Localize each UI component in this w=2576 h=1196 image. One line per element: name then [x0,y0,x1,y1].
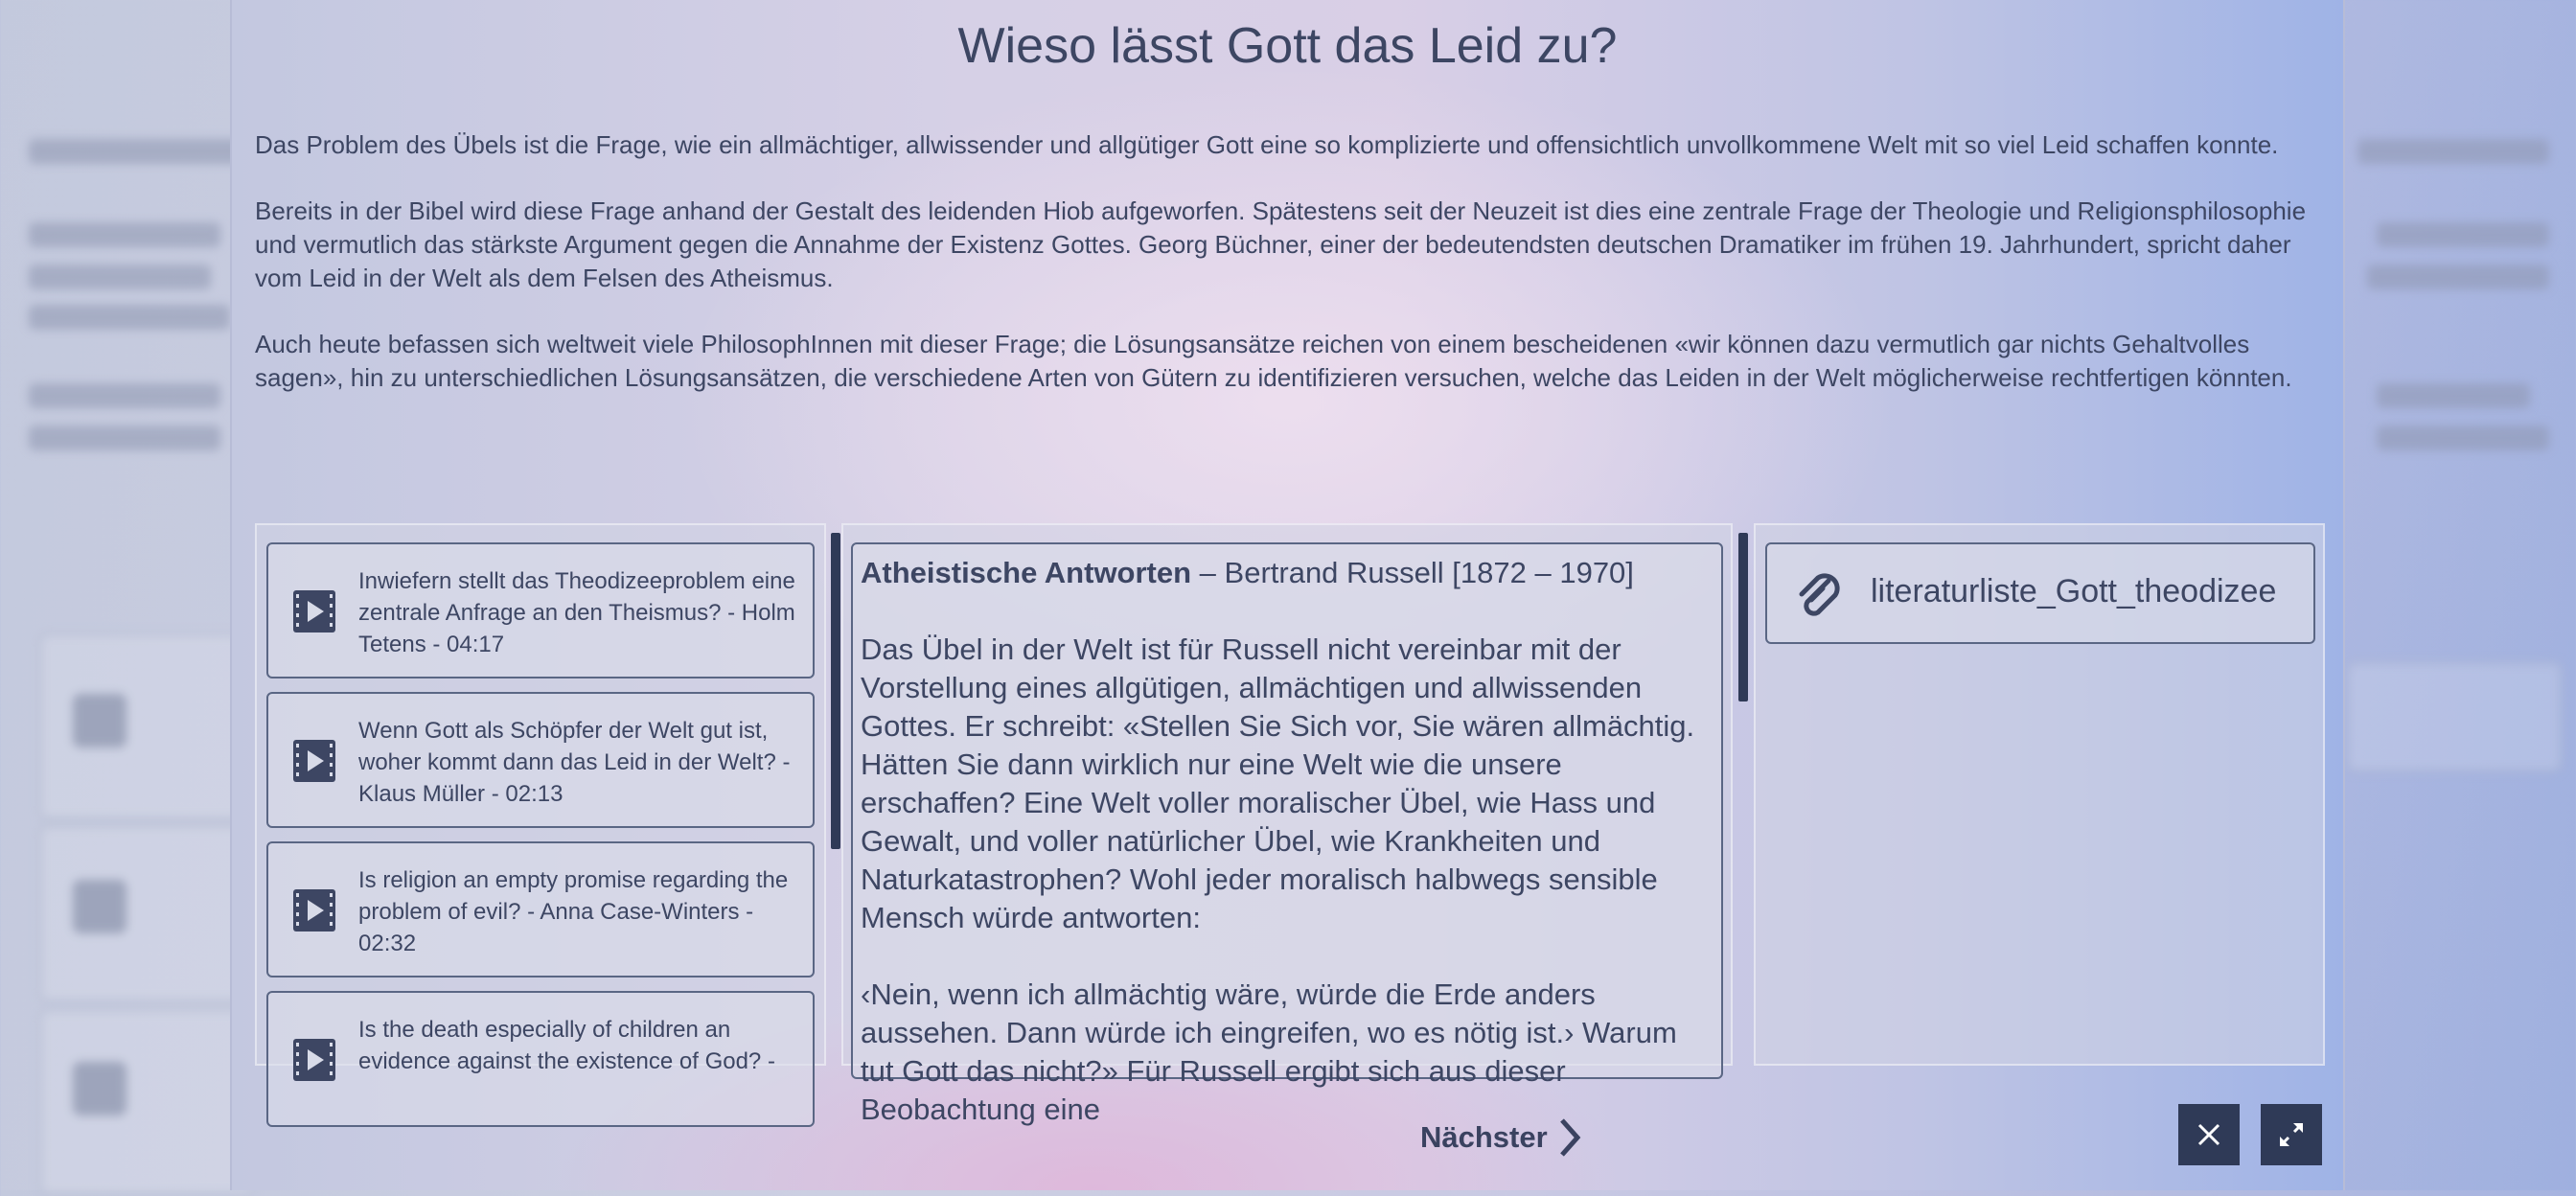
video-item[interactable] [266,692,815,828]
bg-text-line [29,305,230,330]
text-panel-scrollbar[interactable] [1738,533,1748,702]
bg-text-line [2377,426,2549,450]
theodicy-modal [230,0,2345,1190]
bg-icon [73,694,126,748]
modal-title: Wieso lässt Gott das Leid zu? [957,18,1618,74]
intro-paragraph: Das Problem des Übels ist die Frage, wie ein allmächtiger, allwissender und allgütiger Gott eine so komplizierte und offensichtlich unvollkommene Welt mit so viel Leid schaffen konnte. [255,130,2279,159]
text-heading-author: – Bertrand Russell [1872 – 1970] [1191,556,1634,589]
bg-text-line [29,383,220,408]
next-label: Nächster [1420,1120,1548,1154]
file-name: literaturliste_Gott_theodizee [1871,573,2277,610]
bg-card [38,632,255,820]
chevron-right-icon [1557,1116,1582,1159]
intro-paragraph: Bereits in der Bibel wird diese Frage anhand der Gestalt des leidenden Hiob aufgeworfen. Spätestens seit der Neuzeit ist dies eine zentrale Frage der Theologie und Religionsphilosophie und vermutlich das stärkste Argument gegen die Annahme der Existenz Gottes. Georg Büchner, einer der bedeutendsten deutschen Dramatiker im frühen 19. Jahrhundert, spricht daher vom Leid in der Welt als dem Felsen des Atheismus. [255,196,2307,292]
bg-text-line [2367,264,2549,289]
bg-card [2346,661,2563,772]
play-icon [293,889,335,932]
text-heading [861,554,1714,592]
video-title: Wenn Gott als Schöpfer der Welt gut ist, woher kommt dann das Leid in der Welt? - Klaus Müller - 02:13 [358,718,791,807]
next-button[interactable] [1420,1114,1582,1162]
bg-icon [73,1062,126,1116]
video-item[interactable] [266,841,815,978]
bg-card [38,1008,255,1196]
paperclip-icon [1790,567,1846,623]
bg-icon [73,880,126,933]
text-paragraph: ‹Nein, wenn ich allmächtig wäre, würde die Erde anders aussehen. Dann würde ich eingreifen, wo es nötig ist.› Warum tut Gott das nicht?» Für Russell ergibt sich aus dieser Beobachtung eine [861,978,1677,1126]
file-list [1754,523,2325,1066]
bg-text-line [29,222,220,247]
video-title: Is the death especially of children an evidence against the existence of God? - [358,1017,775,1074]
bg-text-line [29,139,259,164]
video-title: Is religion an empty promise regarding the problem of evil? - Anna Case-Winters - 02:32 [358,867,789,956]
bg-text-line [29,426,220,450]
expand-icon [2277,1120,2306,1149]
close-button[interactable] [2178,1104,2240,1165]
video-list-scrollbar[interactable] [831,533,840,849]
play-icon [293,590,335,632]
text-card [851,542,1723,1126]
text-panel [841,523,1733,1126]
bg-text-line [29,264,211,289]
video-item[interactable] [266,542,815,678]
video-list [255,523,826,1074]
close-icon [2196,1122,2221,1147]
file-item[interactable] [1765,542,2315,644]
play-icon [293,740,335,782]
play-icon [293,1039,335,1081]
video-title: Inwiefern stellt das Theodizeeproblem eine zentrale Anfrage an den Theismus? - Holm Tetens - 04:17 [358,568,795,657]
text-paragraph: Das Übel in der Welt ist für Russell nicht vereinbar mit der Vorstellung eines allgütigen, allmächtigen und allwissenden Gottes. Er schreibt: «Stellen Sie Sich vor, Sie wären allmächtig. Hätten Sie dann wirklich nur eine Welt wie die unsere erschaffen? Eine Welt voller moralischer Übel, wie Hass und Gewalt, und voller natürlicher Übel, wie Krankheiten und Naturkatastrophen? Wohl jeder moralisch halbwegs sensible Mensch würde antworten: [861,632,1695,934]
fullscreen-button[interactable] [2261,1104,2322,1165]
text-heading-title: Atheistische Antworten [861,556,1192,589]
intro-paragraph: Auch heute befassen sich weltweit viele PhilosophInnen mit dieser Frage; die Lösungsansätze reichen von einem bescheidenen «wir können dazu vermutlich gar nichts Gehaltvolles sagen», hin zu unterschiedlichen Lösungsansätzen, die verschiedene Arten von Gütern zu identifizieren versuchen, welche das Leiden in der Welt möglicherweise rechtfertigen könnten. [255,330,2292,392]
bg-text-line [2377,383,2530,408]
bg-text-line [2358,139,2549,164]
intro-text [255,128,2344,427]
video-item[interactable] [266,991,815,1127]
bg-text-line [2377,222,2549,247]
bg-card [38,824,255,1002]
